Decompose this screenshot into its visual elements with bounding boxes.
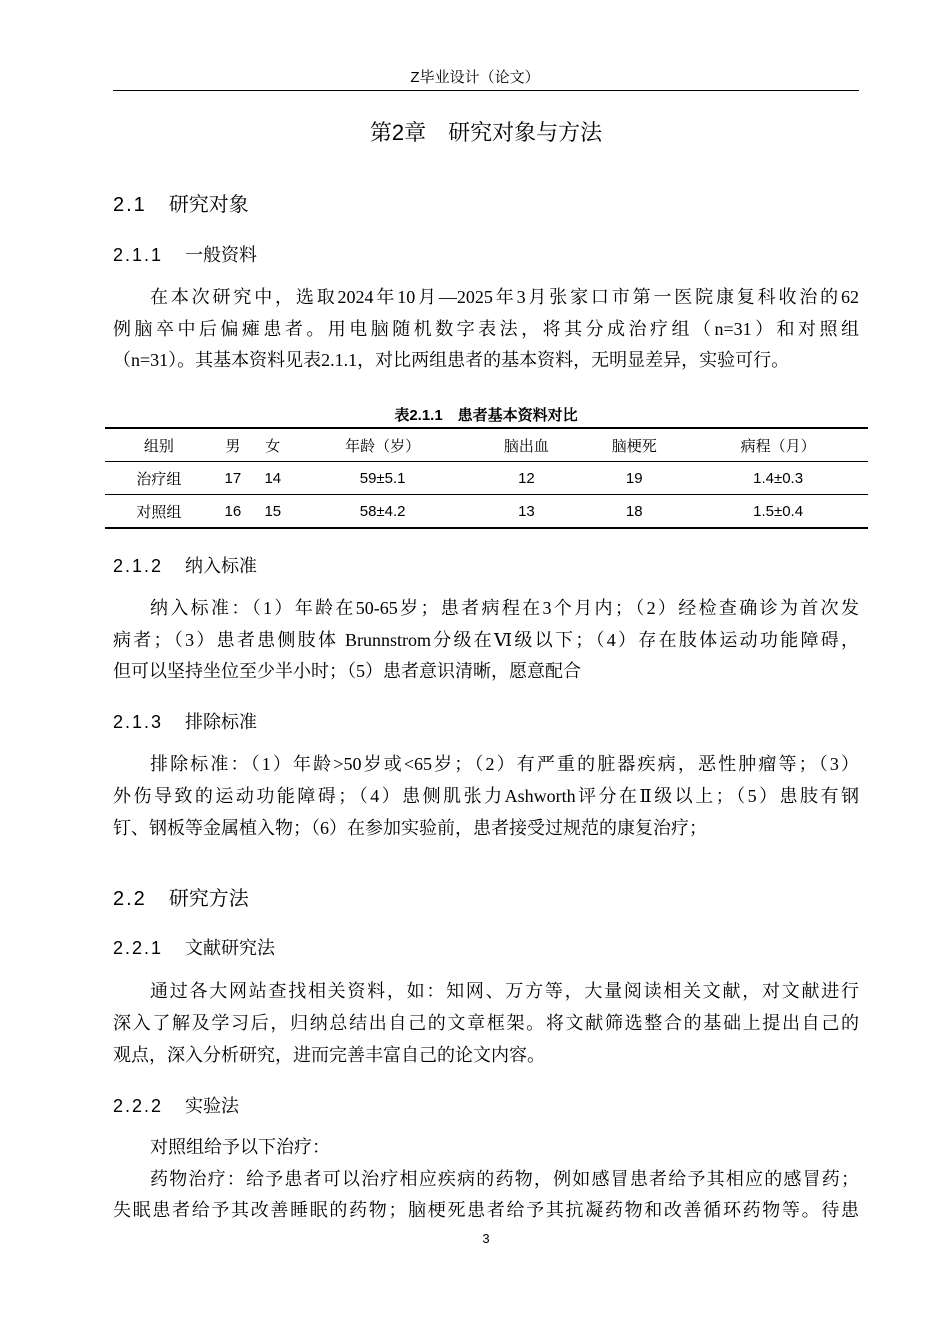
- section-number: 2.2: [113, 888, 147, 910]
- paragraph-line: 在本次研究中，选取2024年10月—2025年3月张家口市第一医院康复科收治的62: [150, 287, 859, 307]
- chapter-title: 第2章 研究对象与方法: [369, 120, 603, 145]
- section-number: 2.2.1: [113, 938, 164, 958]
- section-title: 文献研究法: [185, 938, 276, 958]
- section-title: 排除标准: [185, 712, 258, 732]
- paragraph-line: （n=31）。其基本资料见表2.1.1，对比两组患者的基本资料，无明显差异，实验可行。: [113, 350, 790, 370]
- column-header: 男: [225, 437, 241, 455]
- section-title: 研究方法: [168, 888, 249, 910]
- section-title: 研究对象: [168, 194, 249, 216]
- section-number: 2.1.3: [113, 712, 164, 732]
- paragraph-line: 深入了解及学习后，归纳总结出自己的文章框架。将文献筛选整合的基础上提出自己的: [113, 1013, 859, 1033]
- table-cell: 治疗组: [136, 470, 182, 488]
- page-number: 3: [482, 1231, 490, 1246]
- column-header: 组别: [143, 437, 174, 455]
- paragraph-line: 通过各大网站查找相关资料，如：知网、万方等，大量阅读相关文献，对文献进行: [150, 981, 859, 1001]
- section-2-2-2-heading: [113, 1092, 239, 1118]
- table-cell: 对照组: [136, 503, 182, 521]
- section-number: 2.1.2: [113, 556, 164, 576]
- section-title: 实验法: [185, 1096, 240, 1116]
- table-header-row: [105, 428, 868, 462]
- paragraph-line: 病者；（3）患者患侧肢体 Brunnstrom分级在Ⅵ级以下；（4）存在肢体运动功能障碍，: [113, 630, 859, 650]
- column-header: 脑出血: [503, 437, 549, 455]
- header-rule: [113, 90, 859, 91]
- table-cell: 1.4±0.3: [753, 469, 804, 487]
- paragraph-line: 但可以坚持坐位至少半小时；（5）患者意识清晰，愿意配合: [113, 661, 581, 681]
- paragraph-line: 钉、钢板等金属植入物；（6）在参加实验前，患者接受过规范的康复治疗；: [113, 818, 707, 838]
- table-caption: 表2.1.1 患者基本资料对比: [394, 407, 578, 424]
- section-2-1-1-heading: [113, 241, 257, 267]
- table-cell: 16: [224, 502, 242, 520]
- section-2-1-3-heading: [113, 708, 257, 734]
- table-cell: 59±5.1: [359, 469, 406, 487]
- section-2-2-1-heading: [113, 934, 275, 960]
- section-number: 2.1: [113, 194, 147, 216]
- section-2-1-2-heading: [113, 552, 257, 578]
- patient-baseline-table: [105, 427, 868, 529]
- section-title: 一般资料: [185, 245, 258, 265]
- running-header: Z毕业设计（论文）: [410, 69, 540, 86]
- column-header: 女: [265, 437, 281, 455]
- table-row: [105, 462, 868, 495]
- paragraph-line: 例脑卒中后偏瘫患者。用电脑随机数字表法，将其分成治疗组（n=31）和对照组: [113, 319, 859, 339]
- column-header: 病程（月）: [740, 437, 816, 455]
- paragraph-line: 外伤导致的运动功能障碍；（4）患侧肌张力Ashworth评分在Ⅱ级以上；（5）患肢有钢: [113, 786, 859, 806]
- paragraph-line: 失眠患者给予其改善睡眠的药物；脑梗死患者给予其抗凝药物和改善循环药物等。待患: [113, 1200, 859, 1220]
- section-title: 纳入标准: [185, 556, 258, 576]
- table-row: [105, 495, 868, 529]
- column-header: 年龄（岁）: [345, 437, 421, 455]
- paragraph-line: 纳入标准：（1）年龄在50-65岁；患者病程在3个月内；（2）经检查确诊为首次发: [150, 598, 859, 618]
- column-header: 脑梗死: [611, 437, 657, 455]
- table-cell: 19: [625, 469, 643, 487]
- section-number: 2.1.1: [113, 245, 164, 265]
- table-cell: 14: [264, 469, 282, 487]
- table-cell: 15: [264, 502, 282, 520]
- table-cell: 17: [224, 469, 242, 487]
- table-cell: 12: [518, 469, 535, 487]
- table-cell: 13: [518, 502, 535, 520]
- table-cell: 58±4.2: [359, 502, 406, 520]
- paragraph-line: 药物治疗：给予患者可以治疗相应疾病的药物，例如感冒患者给予其相应的感冒药；: [150, 1169, 859, 1189]
- table-cell: 1.5±0.4: [753, 502, 804, 520]
- table-cell: 18: [625, 502, 643, 520]
- paragraph-line: 排除标准：（1）年龄>50岁或<65岁；（2）有严重的脏器疾病，恶性肿瘤等；（3）: [150, 754, 859, 774]
- section-2-2-heading: [113, 882, 249, 911]
- paragraph-line: 观点，深入分析研究，进而完善丰富自己的论文内容。: [113, 1045, 545, 1065]
- section-number: 2.2.2: [113, 1096, 164, 1116]
- paragraph-line: 对照组给予以下治疗：: [150, 1137, 330, 1157]
- section-2-1-heading: [113, 188, 249, 217]
